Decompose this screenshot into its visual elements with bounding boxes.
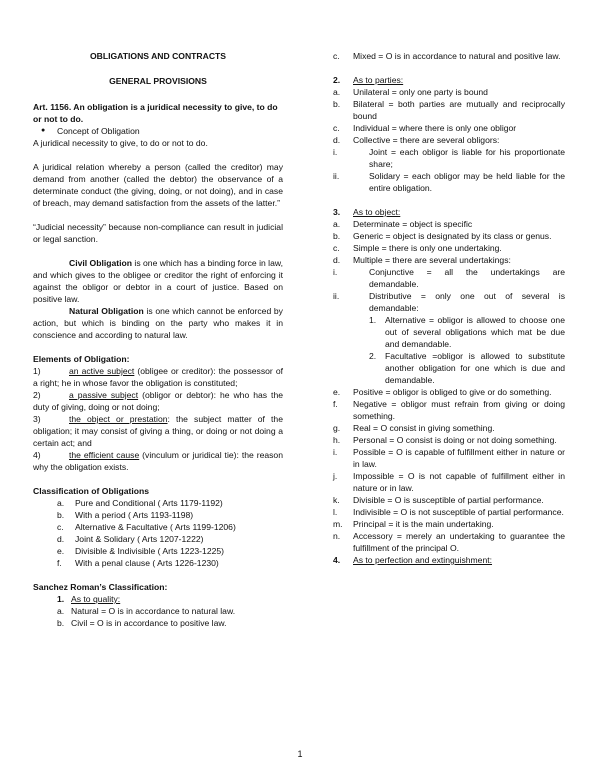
list-item: 2. Facultative =obligor is allowed to substitute another obligation for one which is due and demandable. — [369, 351, 565, 385]
list-item: e. Positive = obligor is obliged to give or do something. — [333, 387, 552, 397]
article-heading: Art. 1156. An obligation is a juridical necessity to give, to do or not to do. — [33, 102, 278, 124]
list-item: i. Possible = O is capable of fulfillment either in nature or in law. — [333, 447, 565, 469]
list-item: b. Civil = O is in accordance to positive law. — [57, 618, 227, 628]
element-item: 4) the efficient cause (vinculum or juridical tie): the reason why the obligation exists. — [33, 450, 283, 472]
list-item: ii. Solidary = each obligor may be held liable for the entire obligation. — [333, 171, 565, 193]
concept-label: Concept of Obligation — [57, 126, 140, 136]
list-item: m. Principal = it is the main undertaking. — [333, 519, 494, 529]
object-heading-row: 3. As to object: — [333, 206, 565, 218]
doc-title: OBLIGATIONS AND CONTRACTS — [89, 51, 227, 61]
list-item: n. Accessory = merely an undertaking to guarantee the fulfillment of the principal O. — [333, 531, 565, 553]
list-item: d. Multiple = there are several undertakings: — [333, 255, 511, 265]
juridical-relation-paragraph: A juridical relation whereby a person (called the creditor) may demand from another (called the debtor) the observance of a determinate conduct (the giving, doing, or not doing), and in case of breach, may demand satisfaction from the assets of the latter.” — [33, 162, 283, 208]
list-item: g. Real = O consist in giving something. — [333, 423, 495, 433]
civil-obligation-term: Civil Obligation — [69, 258, 133, 268]
concept-definition: A juridical necessity to give, to do or not to do. — [33, 138, 208, 148]
list-item: b. Bilateral = both parties are mutually and reciprocally bound — [333, 99, 565, 121]
sanchez-heading: Sanchez Roman’s Classification: — [33, 582, 168, 592]
list-item: c. Individual = where there is only one obligor — [333, 123, 517, 133]
parties-heading: As to parties: — [353, 75, 404, 85]
list-item: b. With a period ( Arts 1193-1198) — [57, 510, 194, 520]
juridical-necessity-paragraph: “Judicial necessity” because non-compliance can result in judicial or legal sanction. — [33, 222, 283, 244]
list-item: f. With a penal clause ( Arts 1226-1230) — [57, 558, 219, 568]
natural-obligation-paragraph — [33, 305, 283, 341]
list-item: a. Unilateral = only one party is bound — [333, 87, 488, 97]
list-item: i. Conjunctive = all the undertakings are demandable. — [333, 267, 565, 289]
civil-obligation-text: is one which has a binding force in law, and which gives to the obligee or creditor the right of enforcing it against the obligor or debtor in a court of justice. Based on positive law. — [33, 258, 283, 304]
object-heading: As to object: — [353, 207, 401, 217]
page-number: 1 — [297, 749, 303, 759]
right-column — [333, 50, 565, 566]
list-item: j. Impossible = O is not capable of fulfillment either in nature or in law. — [333, 471, 565, 493]
element-item: 2) a passive subject (obligor or debtor): he who has the duty of giving, doing or not doing; — [33, 390, 283, 412]
list-item: l. Indivisible = O is not susceptible of partial performance. — [333, 507, 564, 517]
quality-heading: As to quality: — [71, 594, 121, 604]
list-item: c. Mixed = O is in accordance to natural and positive law. — [333, 51, 561, 61]
list-item: a. Determinate = object is specific — [333, 219, 473, 229]
list-item: c. Simple = there is only one undertaking. — [333, 243, 502, 253]
parties-heading-row: 2. As to parties: — [333, 74, 565, 86]
list-item: d. Collective = there are several obligors: — [333, 135, 500, 145]
list-item: d. Joint & Solidary ( Arts 1207-1222) — [57, 534, 204, 544]
element-item: 3) the object or prestation: the subject matter of the obligation; it may consist of giving a thing, or doing or not doing a certain act; and — [33, 414, 283, 448]
natural-obligation-text: is one which cannot be enforced by action, but which is binding on the party who makes it in conscience and according to natural law. — [33, 306, 283, 340]
perfection-heading-row: 4. As to perfection and extinguishment: — [333, 554, 565, 566]
list-item: ii. Distributive = only one out of several is demandable: — [333, 291, 565, 313]
list-item: 1. Alternative = obligor is allowed to choose one out of several obligations which mat be due and demandable. — [369, 315, 565, 349]
list-item: a. Natural = O is in accordance to natural law. — [57, 606, 236, 616]
section-title: GENERAL PROVISIONS — [109, 76, 207, 86]
left-column — [33, 50, 283, 629]
list-item: b. Generic = object is designated by its class or genus. — [333, 231, 552, 241]
list-item: e. Divisible & Indivisible ( Arts 1223-1225) — [57, 546, 225, 556]
elements-heading: Elements of Obligation: — [33, 354, 130, 364]
concept-bullet — [33, 125, 283, 137]
list-item: i. Joint = each obligor is liable for his proportionate share; — [333, 147, 565, 169]
list-item: c. Alternative & Facultative ( Arts 1199-1206) — [57, 522, 236, 532]
list-item: f. Negative = obligor must refrain from giving or doing something. — [333, 399, 565, 421]
list-item: a. Pure and Conditional ( Arts 1179-1192) — [57, 498, 223, 508]
element-item: 1) an active subject (obligee or creditor): the possessor of a right; he in whose favor the obligation is constituted; — [33, 366, 283, 388]
civil-obligation-paragraph — [33, 257, 283, 305]
list-item: k. Divisible = O is susceptible of partial performance. — [333, 495, 544, 505]
list-item: h. Personal = O consist is doing or not doing something. — [333, 435, 557, 445]
classification-heading: Classification of Obligations — [33, 486, 150, 496]
bullet-icon: ● — [41, 127, 46, 134]
perfection-heading: As to perfection and extinguishment: — [353, 555, 493, 565]
elements-list — [33, 365, 283, 473]
quality-heading-row: 1. As to quality: — [33, 593, 283, 605]
natural-obligation-term: Natural Obligation — [69, 306, 144, 316]
